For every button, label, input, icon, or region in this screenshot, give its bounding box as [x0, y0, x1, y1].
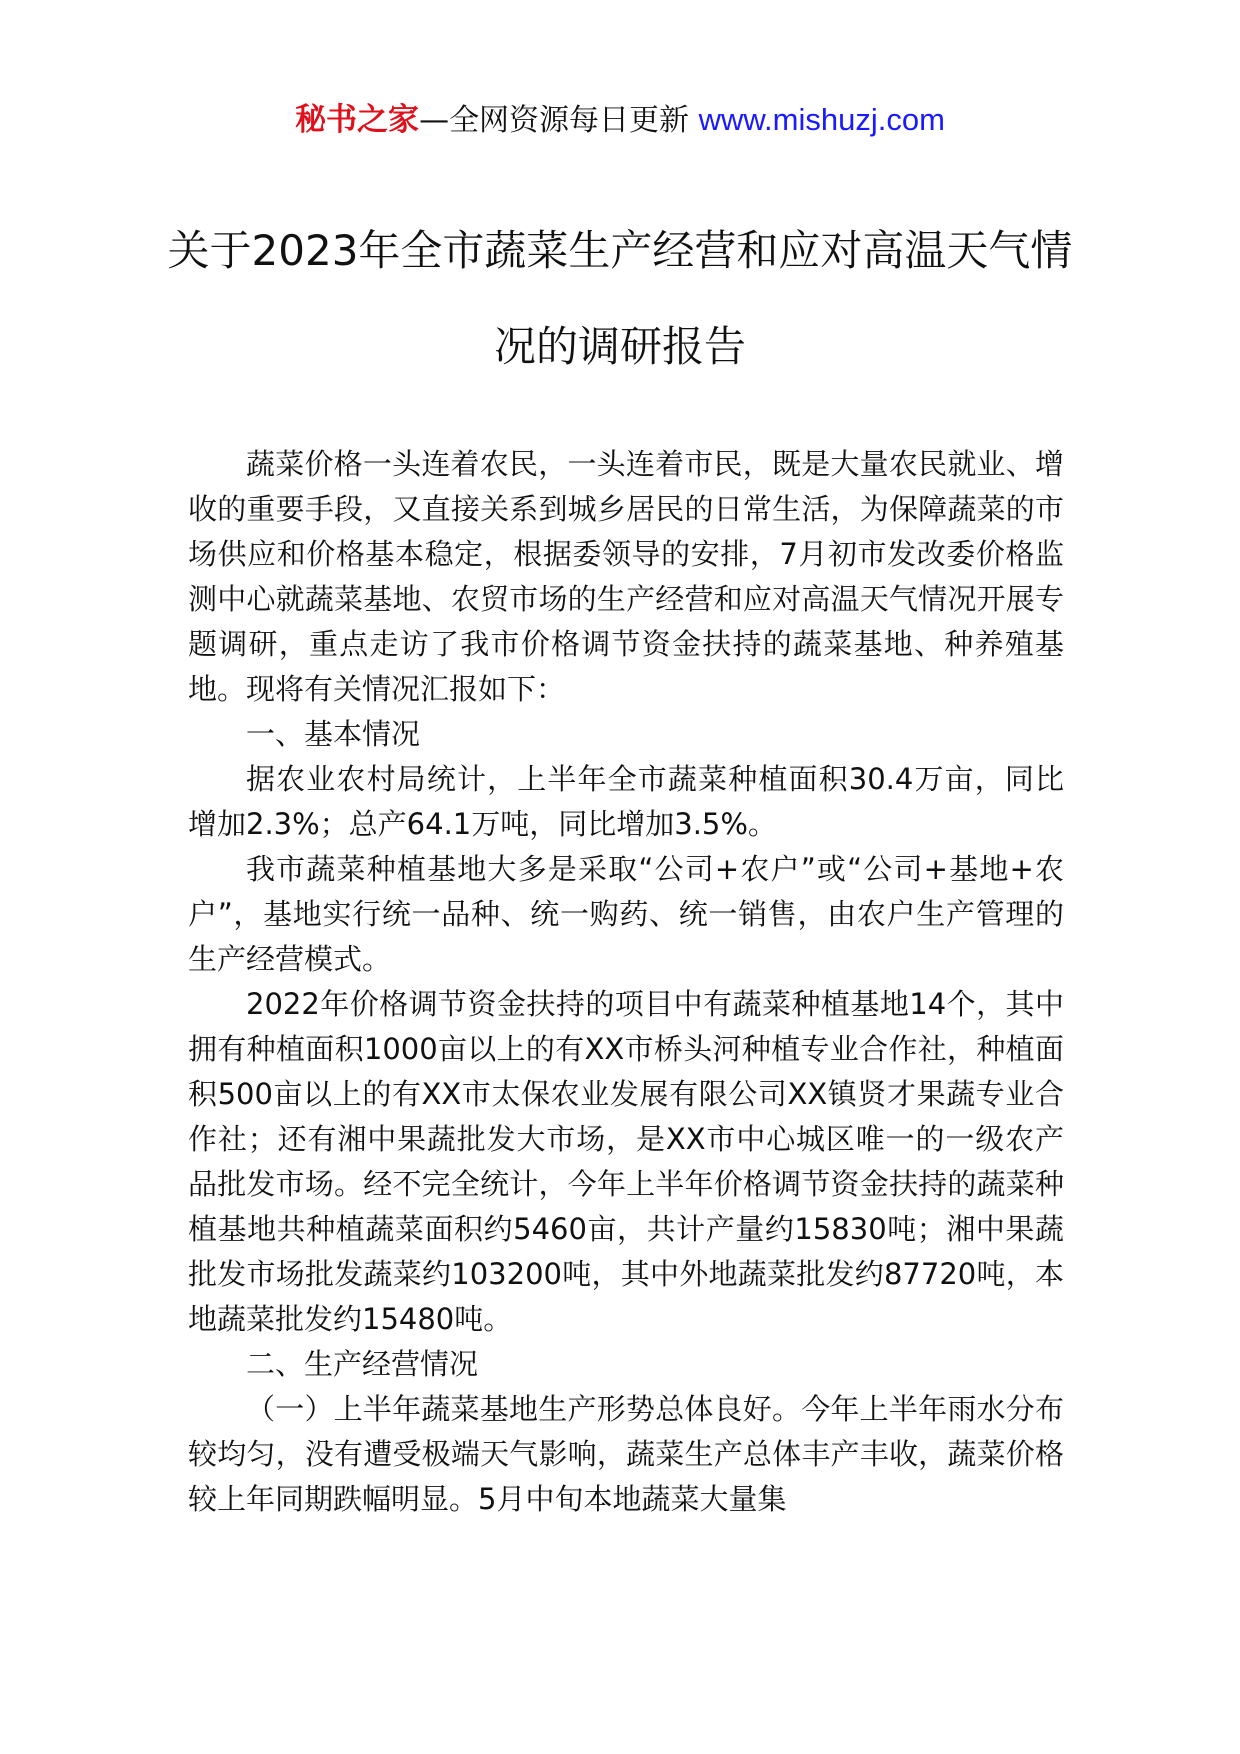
site-brand: 秘书之家 — [295, 102, 420, 138]
document-body — [188, 442, 1064, 1522]
site-tagline: —全网资源每日更新 — [419, 103, 690, 138]
document-title: 关于2023年全市蔬菜生产经营和应对高温天气情况的调研报告 — [167, 226, 1073, 371]
paragraph-operating-mode: 我市蔬菜种植基地大多是采取“公司+农户”或“公司+基地+农户”，基地实行统一品种、统一购药、统一销售，由农户生产管理的生产经营模式。 — [188, 852, 1064, 976]
section-heading-basic: 一、基本情况 — [246, 717, 421, 751]
section-heading-production: 二、生产经营情况 — [246, 1347, 479, 1381]
paragraph-funded-projects: 2022年价格调节资金扶持的项目中有蔬菜种植基地14个，其中拥有种植面积1000亩以上的有XX市桥头河种植专业合作社，种植面积500亩以上的有XX市太保农业发展有限公司XX镇贤才果蔬专业合作社；还有湘中果蔬批发大市场，是XX市中心城区唯一的一级农产品批发市场。经不完全统计，今年上半年价格调节资金扶持的蔬菜种植基地共种植蔬菜面积约5460亩，共计产量约15830吨；湘中果蔬批发市场批发蔬菜约103200吨，其中外地蔬菜批发约87720吨，本地蔬菜批发约15480吨。 — [188, 987, 1064, 1336]
paragraph-statistics: 据农业农村局统计，上半年全市蔬菜种植面积30.4万亩，同比增加2.3%；总产64.1万吨，同比增加3.5%。 — [188, 762, 1064, 841]
paragraph-intro: 蔬菜价格一头连着农民，一头连着市民，既是大量农民就业、增收的重要手段，又直接关系到城乡居民的日常生活，为保障蔬菜的市场供应和价格基本稳定，根据委领导的安排，7月初市发改委价格监测中心就蔬菜基地、农贸市场的生产经营和应对高温天气情况开展专题调研，重点走访了我市价格调节资金扶持的蔬菜基地、种养殖基地。现将有关情况汇报如下： — [188, 447, 1064, 706]
site-header — [0, 100, 1240, 141]
site-url-link[interactable]: www.mishuzj.com — [698, 102, 945, 137]
paragraph-first-half: （一）上半年蔬菜基地生产形势总体良好。今年上半年雨水分布较均匀，没有遭受极端天气影响，蔬菜生产总体丰产丰收，蔬菜价格较上年同期跌幅明显。5月中旬本地蔬菜大量集 — [188, 1392, 1064, 1516]
